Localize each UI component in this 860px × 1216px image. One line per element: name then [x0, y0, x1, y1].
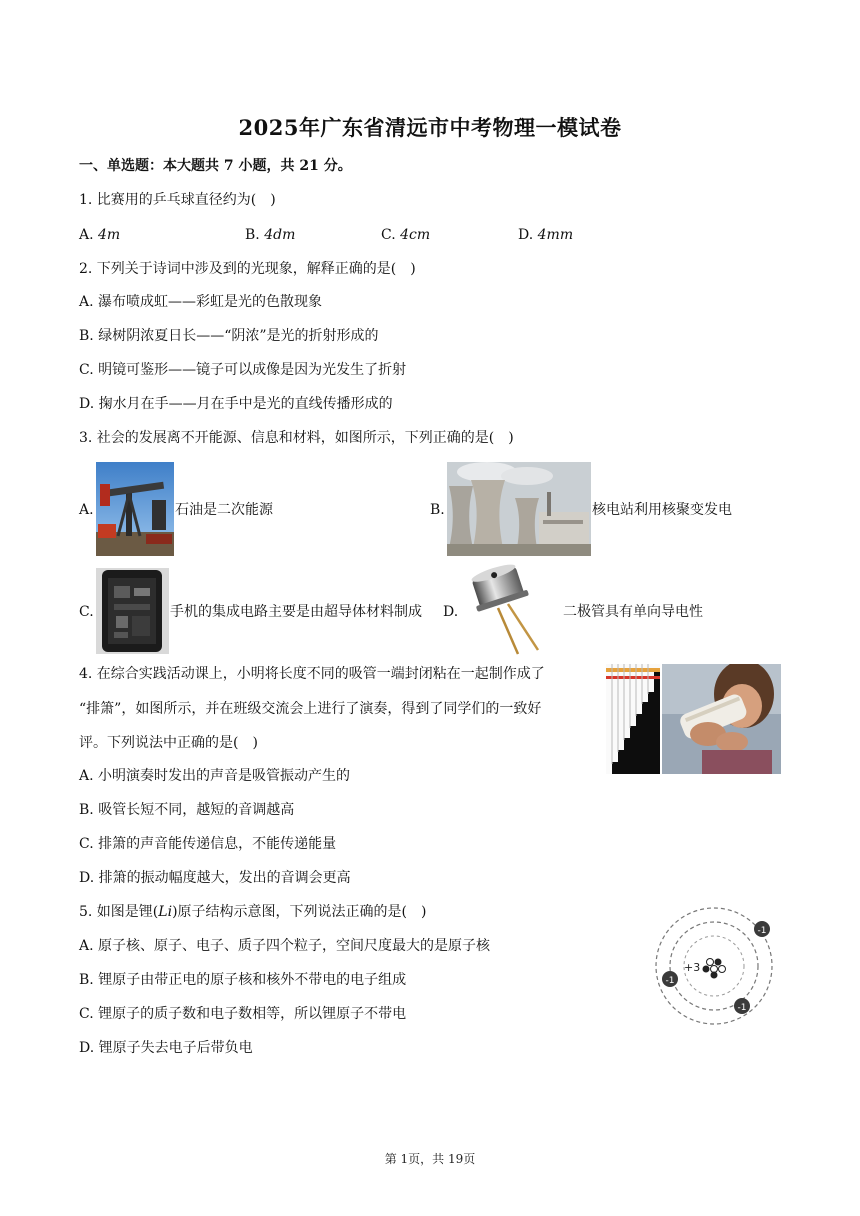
svg-text:-1: -1: [757, 926, 767, 936]
q3-option-b-label: B.: [430, 502, 445, 518]
svg-text:-1: -1: [665, 976, 675, 986]
q5-option-d: D. 锂原子失去电子后带负电: [79, 1040, 253, 1056]
question-2-stem: 2. 下列关于诗词中涉及到的光现象，解释正确的是( ): [79, 261, 416, 277]
atom-nucleus: [703, 959, 726, 979]
q5-option-b: B. 锂原子由带正电的原子核和核外不带电的电子组成: [79, 972, 407, 988]
nucleus-charge-label: +3: [684, 961, 701, 974]
electron-left: [662, 971, 678, 987]
question-4-stem-line-1: 4. 在综合实践活动课上，小明将长度不同的吸管一端封闭粘在一起制作成了: [79, 666, 545, 682]
exam-title: 2025年广东省清远市中考物理一模试卷: [238, 115, 622, 140]
panpipe-straws-image: [606, 664, 660, 774]
q4-option-b: B. 吸管长短不同，越短的音调越高: [79, 802, 295, 818]
q5-option-c: C. 锂原子的质子数和电子数相等，所以锂原子不带电: [79, 1006, 407, 1022]
question-1-stem: 1. 比赛用的乒乓球直径约为( ): [79, 192, 276, 208]
q1-option-b: B. 4dm: [245, 227, 296, 243]
q2-option-b: B. 绿树阴浓夏日长——“阴浓”是光的折射形成的: [79, 328, 379, 344]
q5-option-a: A. 原子核、原子、电子、质子四个粒子，空间尺度最大的是原子核: [79, 938, 491, 954]
question-3-stem: 3. 社会的发展离不开能源、信息和材料，如图所示，下列正确的是( ): [79, 430, 514, 446]
q2-option-d: D. 掬水月在手——月在手中是光的直线传播形成的: [79, 396, 393, 412]
q4-option-d: D. 排箫的振动幅度越大，发出的音调会更高: [79, 870, 351, 886]
oil-pump-jack-image: [96, 462, 174, 556]
q3-option-a-text: 石油是二次能源: [175, 502, 273, 518]
question-5-stem: 5. 如图是锂(Li)原子结构示意图，下列说法正确的是( ): [79, 904, 427, 920]
page-footer: 第 1页，共 19页: [384, 1152, 476, 1166]
electron-bottom-right: [734, 998, 750, 1014]
q4-option-a: A. 小明演奏时发出的声音是吸管振动产生的: [79, 768, 351, 784]
svg-text:-1: -1: [737, 1003, 747, 1013]
lithium-atom-diagram: [648, 902, 780, 1030]
question-4-stem-line-3: 评。下列说法中正确的是( ): [79, 735, 258, 751]
phone-circuit-board-image: [96, 568, 169, 654]
q3-option-b-text: 核电站利用核聚变发电: [592, 502, 732, 518]
q3-option-c-label: C.: [79, 604, 94, 620]
q2-option-c: C. 明镜可鉴形——镜子可以成像是因为光发生了折射: [79, 362, 407, 378]
q3-option-d-label: D.: [443, 604, 459, 620]
diode-component-image: [460, 564, 560, 656]
electron-top-right: [754, 921, 770, 937]
q1-option-c: C. 4cm: [381, 227, 431, 243]
child-playing-panpipe-image: [662, 664, 781, 774]
section-heading: 一、单选题：本大题共 7 小题，共 21 分。: [79, 158, 352, 174]
nuclear-power-plant-image: [447, 462, 591, 556]
q2-option-a: A. 瀑布喷成虹——彩虹是光的色散现象: [79, 294, 323, 310]
q3-option-d-text: 二极管具有单向导电性: [563, 604, 703, 620]
q1-option-d: D. 4mm: [518, 227, 574, 243]
q3-option-c-text: 手机的集成电路主要是由超导体材料制成: [170, 604, 422, 620]
q4-option-c: C. 排箫的声音能传递信息，不能传递能量: [79, 836, 337, 852]
q1-option-a: A. 4m: [79, 227, 121, 243]
q3-option-a-label: A.: [79, 502, 94, 518]
question-4-stem-line-2: “排箫”，如图所示，并在班级交流会上进行了演奏，得到了同学们的一致好: [79, 701, 542, 717]
